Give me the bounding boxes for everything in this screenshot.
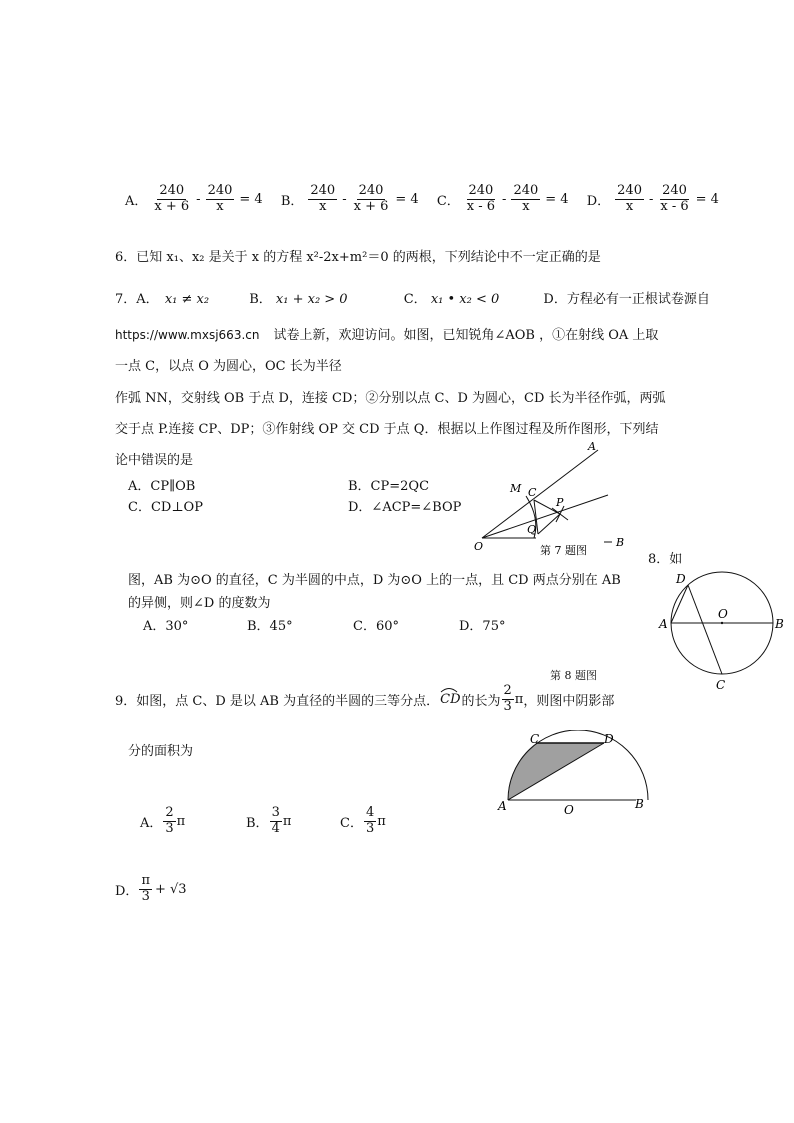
q6-stem: 6．已知 x₁、x₂ 是关于 x 的方程 x²-2x+m²＝0 的两根，下列结论中不一定正确的是 bbox=[115, 250, 601, 265]
q7-line-3: 作弧 NN，交射线 OB 于点 D，连接 CD；②分别以点 C、D 为圆心，CD 长为半径作弧，两弧 bbox=[115, 391, 666, 406]
q7-line-2: 一点 C，以点 O 为圆心，OC 长为半径 bbox=[115, 359, 342, 374]
q9-option-a bbox=[140, 806, 246, 837]
q9-text-pre: 9．如图，点 C、D 是以 AB 为直径的半圆的三等分点． bbox=[115, 693, 440, 709]
q7-option-d: D．∠ACP=∠BOP bbox=[348, 500, 462, 515]
option-label: A． bbox=[125, 193, 148, 209]
fraction bbox=[511, 184, 540, 215]
denominator: x bbox=[522, 198, 530, 214]
numerator: 240 bbox=[468, 183, 494, 198]
q8-options bbox=[143, 615, 505, 634]
option-label: B． bbox=[246, 815, 269, 831]
fraction bbox=[465, 184, 497, 215]
denominator: 3 bbox=[503, 698, 512, 714]
pi: π bbox=[282, 813, 292, 829]
label-b: B bbox=[635, 797, 644, 811]
numerator: 2 bbox=[165, 805, 174, 820]
q6-option-d-label: D．方程必有一正根试卷源自 bbox=[543, 292, 710, 307]
sqrt-term: + √3 bbox=[154, 881, 187, 897]
denominator: x + 6 bbox=[154, 198, 190, 214]
fraction bbox=[308, 184, 337, 215]
q6-option-b-label: B． bbox=[249, 292, 272, 307]
q7-line-1 bbox=[115, 324, 658, 343]
fraction bbox=[270, 806, 282, 837]
label-o: O bbox=[718, 607, 728, 621]
numerator: 240 bbox=[310, 183, 336, 198]
label-o: O bbox=[474, 540, 484, 553]
q5-option-c bbox=[437, 184, 569, 215]
label-m: M bbox=[510, 482, 522, 495]
pi: π bbox=[176, 813, 186, 829]
label-d: D bbox=[676, 572, 686, 586]
operator: - bbox=[342, 191, 347, 207]
fraction bbox=[658, 184, 690, 215]
label-b: B bbox=[616, 536, 625, 549]
source-url: https://www.mxsj663.cn bbox=[115, 328, 260, 342]
pi: π bbox=[377, 813, 386, 829]
option-label: C． bbox=[436, 193, 460, 209]
q5-options bbox=[125, 184, 733, 215]
arc-cd bbox=[440, 692, 460, 707]
numerator: 240 bbox=[513, 183, 539, 198]
chord-da bbox=[671, 585, 688, 623]
figure-8-caption: 第 8 题图 bbox=[550, 669, 597, 682]
denominator: 3 bbox=[365, 820, 375, 836]
fraction bbox=[139, 874, 152, 905]
rhs: = 4 bbox=[239, 191, 263, 207]
fraction bbox=[163, 806, 175, 837]
q6-option-c-label: C． bbox=[403, 292, 427, 307]
ray-op bbox=[482, 495, 608, 538]
option-label: D． bbox=[586, 193, 611, 209]
figure-9 bbox=[494, 730, 650, 820]
denominator: x + 6 bbox=[353, 198, 389, 214]
fraction bbox=[152, 184, 191, 215]
label-o: O bbox=[564, 803, 574, 817]
figure-7 bbox=[470, 438, 640, 560]
q6-option-a-label: 7．A． bbox=[115, 292, 159, 307]
option-label: A． bbox=[140, 815, 163, 831]
q6-options bbox=[115, 288, 710, 307]
label-b: B bbox=[775, 617, 784, 631]
ray-oa bbox=[482, 450, 598, 538]
q7-option-a: A．CP∥OB bbox=[128, 479, 196, 494]
q9-option-c bbox=[340, 806, 386, 837]
q7-option-b: B．CP=2QC bbox=[348, 479, 430, 494]
q8-option-d: D．75° bbox=[459, 619, 506, 634]
arc-symbol bbox=[440, 687, 458, 693]
q7-text-1: 试卷上新，欢迎访问。如图，已知锐角∠AOB ，①在射线 OA 上取 bbox=[273, 328, 659, 343]
q9-option-d bbox=[115, 874, 187, 905]
q7-line-5: 论中错误的是 bbox=[115, 453, 194, 468]
numerator: 2 bbox=[503, 683, 512, 698]
q6-option-a-expr: x₁ ≠ x₂ bbox=[164, 292, 210, 307]
q9-text-post: ，则图中阴影部 bbox=[523, 693, 615, 709]
q8-option-b: B．45° bbox=[247, 619, 293, 634]
label-d: D bbox=[604, 732, 614, 746]
q6-option-b-expr: x₁ + x₂ > 0 bbox=[275, 292, 348, 307]
label-c: C bbox=[528, 486, 537, 499]
label-a: A bbox=[659, 617, 668, 631]
numerator: 4 bbox=[365, 805, 375, 820]
fraction bbox=[502, 684, 514, 715]
fraction bbox=[352, 184, 391, 215]
operator: - bbox=[502, 191, 507, 207]
q8-option-c: C．60° bbox=[353, 619, 399, 634]
arc-label: CD bbox=[440, 691, 461, 707]
q8-option-a: A．30° bbox=[143, 619, 189, 634]
q8-line-2: 的异侧，则∠D 的度数为 bbox=[128, 596, 271, 611]
q5-option-a bbox=[125, 184, 263, 215]
denominator: x bbox=[216, 198, 224, 214]
label-a: A bbox=[588, 440, 596, 453]
q9-line-2: 分的面积为 bbox=[128, 744, 194, 759]
rhs: = 4 bbox=[395, 191, 419, 207]
q9-line-1 bbox=[115, 684, 614, 715]
q9-options-abc bbox=[140, 806, 386, 837]
denominator: 3 bbox=[141, 888, 150, 904]
rhs: = 4 bbox=[695, 191, 719, 207]
denominator: x bbox=[625, 198, 634, 214]
figure-8 bbox=[650, 565, 790, 695]
numerator: 240 bbox=[207, 183, 233, 198]
numerator: π bbox=[141, 873, 150, 888]
fraction bbox=[615, 184, 644, 215]
option-label: B． bbox=[280, 193, 304, 209]
q5-option-d bbox=[587, 184, 719, 215]
q7-line-4: 交于点 P.连接 CP、DP；③作射线 OP 交 CD 于点 Q．根据以上作图过程及所作图形，下列结 bbox=[115, 422, 659, 437]
center-dot bbox=[721, 622, 723, 624]
label-q: Q bbox=[527, 523, 537, 536]
segment-dp bbox=[538, 514, 560, 534]
q8-lead: 8．如 bbox=[648, 552, 683, 567]
chord-dc bbox=[688, 585, 722, 674]
rhs: = 4 bbox=[545, 191, 569, 207]
numerator: 3 bbox=[271, 805, 280, 820]
numerator: 240 bbox=[617, 183, 642, 198]
option-label: D． bbox=[115, 883, 139, 899]
denominator: x - 6 bbox=[466, 198, 496, 214]
denominator: 4 bbox=[271, 820, 280, 836]
pi: π bbox=[514, 691, 524, 707]
figure-7-caption: 第 7 题图 bbox=[540, 544, 587, 557]
q5-option-b bbox=[281, 184, 419, 215]
numerator: 240 bbox=[662, 183, 687, 198]
operator: - bbox=[648, 191, 654, 207]
operator: - bbox=[196, 191, 201, 207]
q7-option-c: C．CD⊥OP bbox=[128, 500, 203, 515]
label-a: A bbox=[498, 799, 507, 813]
fraction bbox=[364, 806, 376, 837]
q8-line-1: 图，AB 为⊙O 的直径，C 为半圆的中点，D 为⊙O 上的一点，且 CD 两点分别在 AB bbox=[128, 573, 621, 588]
option-label: C． bbox=[340, 815, 363, 831]
numerator: 240 bbox=[159, 183, 185, 198]
label-c: C bbox=[530, 732, 540, 746]
numerator: 240 bbox=[358, 183, 384, 198]
label-c: C bbox=[716, 678, 726, 692]
q6-option-c-expr: x₁ • x₂ < 0 bbox=[430, 292, 500, 307]
q9-text-mid: 的长为 bbox=[461, 693, 501, 709]
fraction bbox=[206, 184, 235, 215]
q9-option-b bbox=[246, 806, 340, 837]
denominator: x bbox=[319, 198, 327, 214]
denominator: 3 bbox=[165, 820, 174, 836]
label-p: P bbox=[556, 496, 564, 509]
denominator: x - 6 bbox=[660, 198, 689, 214]
